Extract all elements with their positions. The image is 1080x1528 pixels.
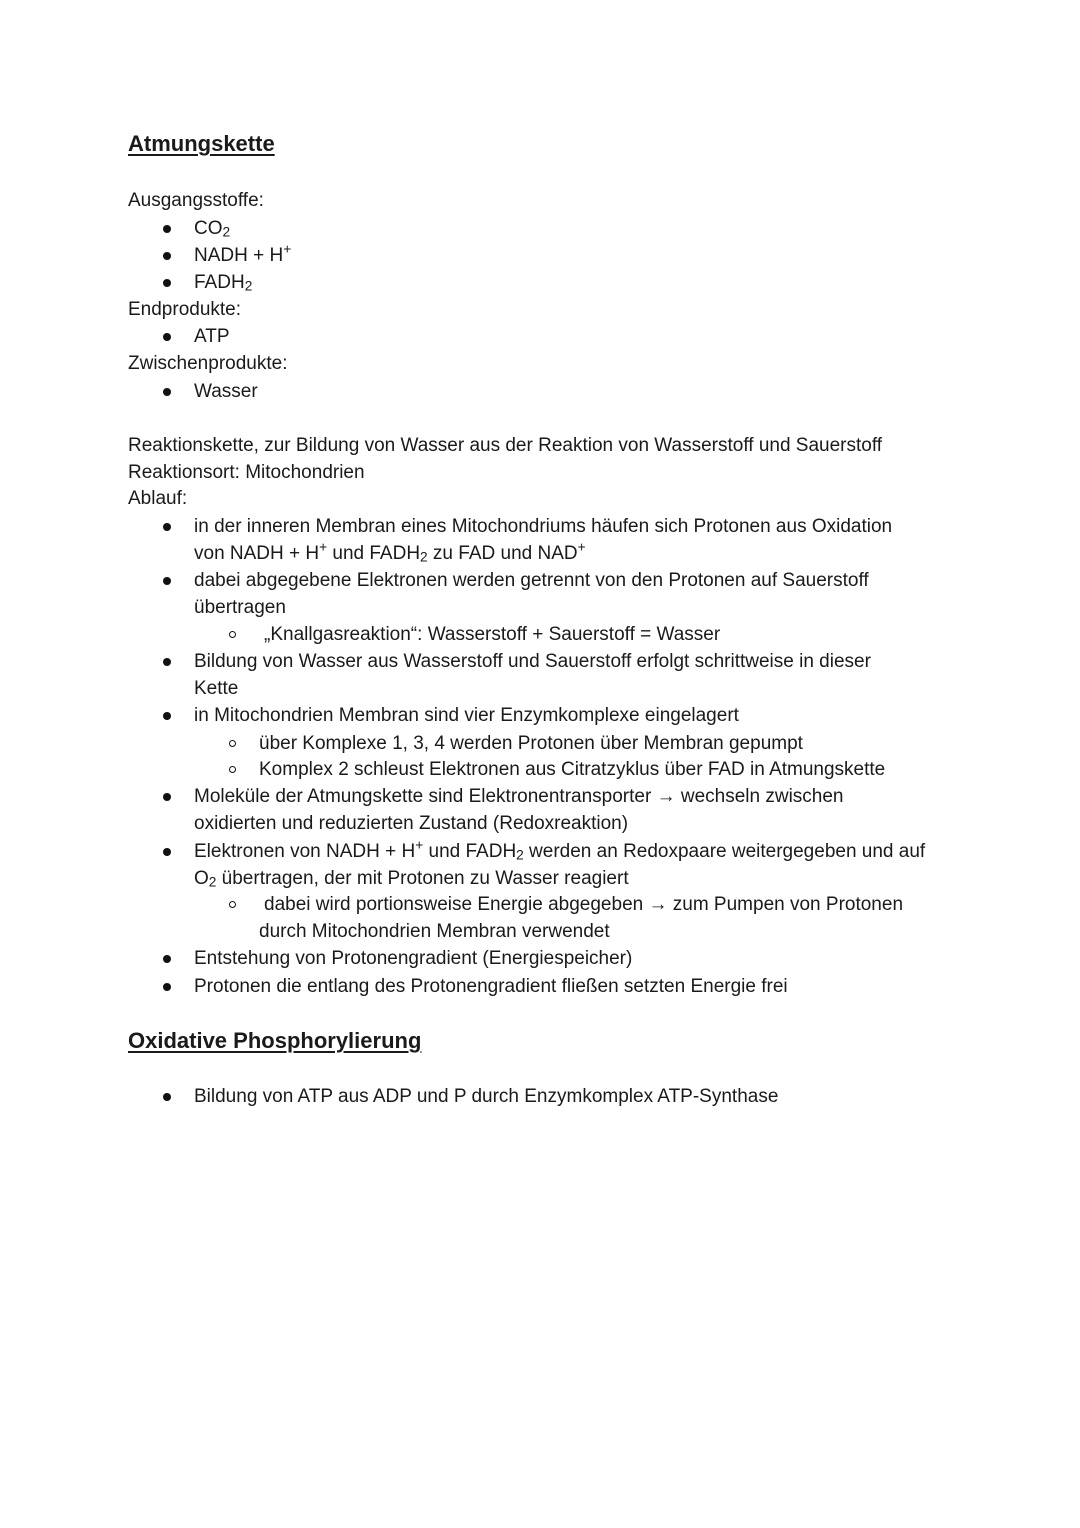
phosphorylierung-item-1: Bildung von ATP aus ADP und P durch Enzymkomplex ATP-Synthase <box>194 1086 779 1107</box>
ablauf-item-3-line-1: Bildung von Wasser aus Wasserstoff und Sauerstoff erfolgt schrittweise in dieser <box>194 651 871 672</box>
ablauf-item-1-line-2: von NADH + H+ und $FADH_2$ zu FAD und NAD+ <box>194 539 586 565</box>
section-title-atmungskette: Atmungskette <box>128 131 275 156</box>
reaktionsort-text: Reaktionsort: Mitochondrien <box>128 462 365 483</box>
bullet-icon <box>163 225 171 233</box>
ablauf-item-6-line-1: Elektronen von NADH + H+ und $FADH_2$ werden an Redoxpaare weitergegeben und auf <box>194 837 926 863</box>
sub-bullet-icon <box>229 631 236 638</box>
bullet-icon <box>163 252 171 260</box>
ablauf-item-4-sub-2: Komplex 2 schleust Elektronen aus Citratzyklus über FAD in Atmungskette <box>259 759 886 780</box>
list-item-fadh2: $FADH_2$ <box>194 272 253 294</box>
bullet-icon <box>163 523 171 531</box>
bullet-icon <box>163 658 171 666</box>
bullet-icon <box>163 388 171 396</box>
endprodukte-label: Endprodukte: <box>128 299 242 320</box>
ablauf-item-7: Entstehung von Protonengradient (Energiespeicher) <box>194 948 633 969</box>
ablauf-label: Ablauf: <box>128 488 188 509</box>
bullet-icon <box>163 955 171 963</box>
section-title-oxidative-phosphorylierung: Oxidative Phosphorylierung <box>128 1028 422 1053</box>
ablauf-item-8: Protonen die entlang des Protonengradient fließen setzten Energie frei <box>194 976 788 997</box>
list-item-atp: ATP <box>194 326 230 347</box>
ausgangsstoffe-label: Ausgangsstoffe: <box>128 190 264 211</box>
bullet-icon <box>163 983 171 991</box>
zwischenprodukte-label: Zwischenprodukte: <box>128 353 288 374</box>
bullet-icon <box>163 333 171 341</box>
bullet-icon <box>163 279 171 287</box>
ablauf-item-5-line-2: oxidierten und reduzierten Zustand (Redoxreaktion) <box>194 813 629 834</box>
sub-bullet-icon <box>229 766 236 773</box>
ablauf-item-2-line-2: übertragen <box>194 597 286 618</box>
ablauf-item-2-sub-1: „Knallgasreaktion“: Wasserstoff + Sauerstoff = Wasser <box>264 624 721 645</box>
bullet-icon <box>163 848 171 856</box>
bullet-icon <box>163 1093 171 1101</box>
bullet-icon <box>163 712 171 720</box>
ablauf-item-2-line-1: dabei abgegebene Elektronen werden getrennt von den Protonen auf Sauerstoff <box>194 570 869 591</box>
list-item-nadh: NADH + H+ <box>194 241 292 266</box>
ablauf-item-6-sub-1-line-2: durch Mitochondrien Membran verwendet <box>259 921 610 942</box>
bullet-icon <box>163 577 171 585</box>
list-item-wasser: Wasser <box>194 381 258 402</box>
description-text: Reaktionskette, zur Bildung von Wasser aus der Reaktion von Wasserstoff und Sauerstoff <box>128 435 883 456</box>
ablauf-item-4-line-1: in Mitochondrien Membran sind vier Enzymkomplexe eingelagert <box>194 705 739 726</box>
ablauf-item-4-sub-1: über Komplexe 1, 3, 4 werden Protonen über Membran gepumpt <box>259 733 803 754</box>
ablauf-item-6-sub-1-line-1: dabei wird portionsweise Energie abgegeben → zum Pumpen von Protonen <box>264 894 904 915</box>
ablauf-item-1-line-1: in der inneren Membran eines Mitochondriums häufen sich Protonen aus Oxidation <box>194 516 893 537</box>
ablauf-item-6-line-2: $O_2$ übertragen, der mit Protonen zu Wasser reagiert <box>194 868 629 890</box>
sub-bullet-icon <box>229 901 236 908</box>
ablauf-item-5-line-1: Moleküle der Atmungskette sind Elektronentransporter → wechseln zwischen <box>194 786 844 807</box>
list-item-co2: $CO_2$ <box>194 218 231 240</box>
ablauf-item-3-line-2: Kette <box>194 678 239 699</box>
bullet-icon <box>163 793 171 801</box>
sub-bullet-icon <box>229 740 236 747</box>
